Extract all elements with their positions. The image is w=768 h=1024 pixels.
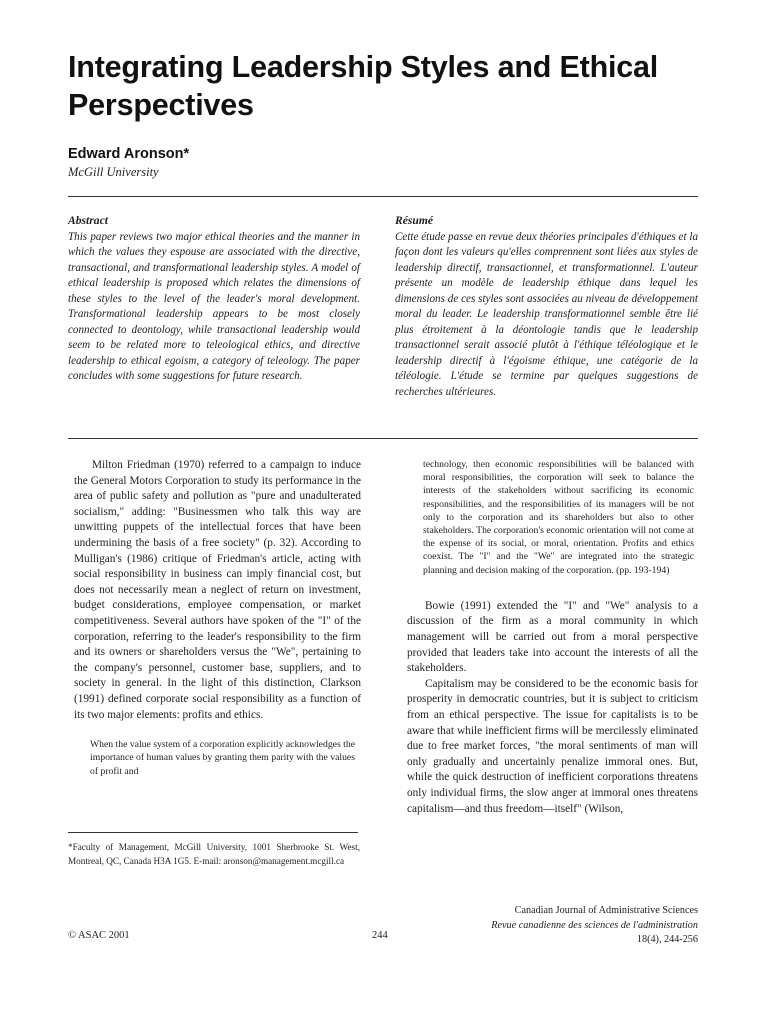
abstract-section [68,213,360,385]
resume-heading: Résumé [395,214,434,227]
body-column-left [74,458,361,778]
block-quote-continued: technology, then economic responsibilities will be balanced with moral responsibilities, the corporation will seek to balance the interests of the stakeholders without sacrificing its economic responsibilities, and the responsibilities of its managers will be not only to the corporation and its shareholders but also to other stakeholders. The corporation's economic orientation will not come at the expense of its social, or moral, orientation. Profits and ethics coexist. The "I" and the "We" are integrated into the strategic planning and decision making of the corporation. (pp. 193-194) [423,459,694,576]
abstract-heading: Abstract [68,214,108,227]
journal-citation [440,904,698,948]
author-affiliation: McGill University [68,165,159,179]
abstract-text: This paper reviews two major ethical theories and the manner in which the values they espouse are associated with the directive, transactional, and transformational leadership styles. A model of ethical leadership is proposed which relates the dimensions of these styles to the level of the leader's moral development. Transformational leadership appears to be most closely connected to deontology, while transactional leadership would seem to be related more to teleological ethics, and directive leadership to ethical egoism, a category of teleology. The paper concludes with some suggestions for future research. [68,230,360,382]
footnote-divider [68,832,358,833]
body-column-right [407,458,698,817]
body-paragraph: Milton Friedman (1970) referred to a campaign to induce the General Motors Corporation to study its performance in the area of public safety and pollution as "pure and unadulterated socialism," adding: "Businessmen who talk this way are unwitting puppets of the intellectual forces that have been undermining the basis of a free society" (p. 32). According to Mulligan's (1986) critique of Friedman's article, acting with social responsibility in business can imply financial cost, but does not necessarily mean a neglect of return on investment, budget considerations, employee compensation, or market competitiveness. Several authors have spoken of the "I" of the corporation, referring to the leader's responsibility to the firm and its owners or shareholders versus the "We", pertaining to the company's personnel, customer base, suppliers, and to society in general. In the light of this distinction, Clarkson (1991) defined corporate social responsibility as a function of its two major elements: profits and ethics. [74,459,361,721]
body-paragraph: Capitalism may be considered to be the economic basis for prosperity in democratic countries, but it is subject to criticism from an ethical perspective. The issue for capitalists is to be aware that while inefficient firms will be mercilessly eliminated due to free market forces, "the moral sentiments of man will only gradually and uncertainly penalize immoral ones. But, while the quick destruction of inefficient corporations threatens only individual firms, the slow anger at immoral ones threatens capitalism—and thus freedom—itself" (Wilson, [407,677,698,815]
author-footnote: *Faculty of Management, McGill University, 1001 Sherbrooke St. West, Montreal, QC, Canada H3A 1G5. E-mail: aronson@management.mcgill.ca [68,842,360,866]
header-divider [68,196,698,197]
article-title: Integrating Leadership Styles and Ethical Perspectives [68,50,659,122]
journal-name-en: Canadian Journal of Administrative Sciences [514,905,698,916]
page-number: 244 [372,930,388,941]
body-paragraph: Bowie (1991) extended the "I" and "We" analysis to a discussion of the firm as a moral community in which management will be carried out from a moral perspective provided that leaders take into account the interests of all the stakeholders. [407,599,698,675]
block-quote: When the value system of a corporation explicitly acknowledges the importance of human values by granting them parity with the values of profit and [90,739,355,777]
resume-section [395,213,698,400]
author-name: Edward Aronson* [68,146,190,162]
resume-text: Cette étude passe en revue deux théories principales d'éthiques et la façon dont les valeurs qu'elles comprennent sont liées aux styles de leadership directif, transactionnel, et transformationnel. L'auteur présente un modèle de leadership éthique dans lequel les dimensions de ces styles sont associées au niveau de développement moral du leader. Le leadership transformationnel semble être lié plus étroitement à la déontologie tandis que le leadership transactionnel serait associé plutôt à l'éthique téléologique et le leadership directif à l'égoisme éthique, une catégorie de la téléologie. L'étude se termine par quelques suggestions de recherches ultérieures. [395,230,698,398]
abstract-divider [68,438,698,439]
journal-volume: 18(4), 244-256 [636,934,698,945]
journal-name-fr: Revue canadienne des sciences de l'administration [491,919,698,931]
copyright-notice: © ASAC 2001 [68,930,130,941]
